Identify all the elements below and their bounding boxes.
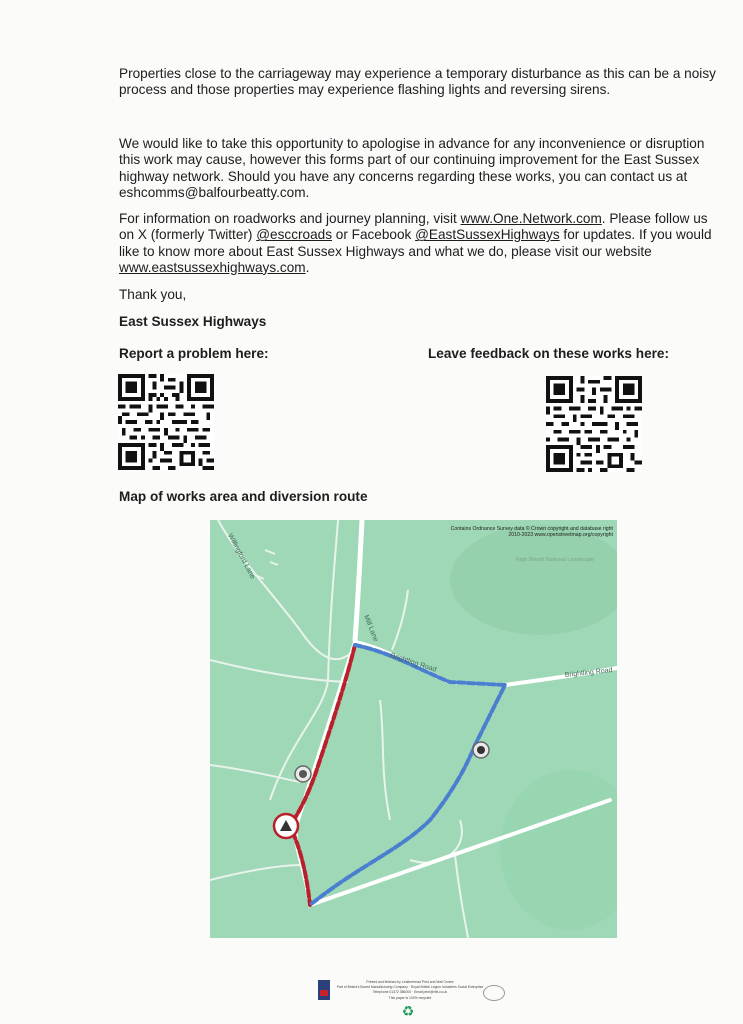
info-text-2: . Please follow us on X (formerly Twitter) bbox=[119, 211, 708, 243]
map-heading: Map of works area and diversion route bbox=[119, 489, 368, 504]
brightling-road-label-1: Brightling Road bbox=[389, 652, 438, 674]
print-footer bbox=[0, 975, 743, 1024]
feedback-label: Leave feedback on these works here: bbox=[428, 346, 670, 361]
rbli-logo bbox=[318, 980, 330, 1000]
footer-line-2: Part of Bristol's Boxed Manufacturing Company · Royal British Legion Industries Social Enterprise bbox=[336, 985, 484, 989]
website-link[interactable]: www.eastsussexhighways.com bbox=[119, 259, 306, 275]
armed-forces-logo bbox=[483, 985, 505, 1001]
footer-line-1: Printed and finished by Leatherhead Print and Mail Centre bbox=[366, 980, 454, 984]
notice-paragraph-disturbance: Properties close to the carriageway may experience a temporary disturbance as this can be a noisy process and those properties may experience flashing lights and reversing sirens. bbox=[119, 66, 716, 98]
one-network-link[interactable]: www.One.Network.com bbox=[460, 211, 602, 226]
feedback-qr-code[interactable] bbox=[546, 376, 642, 472]
facebook-link[interactable]: @EastSussexHighways bbox=[415, 227, 560, 243]
footer-recycled-text: This paper is 100% recycled bbox=[388, 996, 432, 1000]
road-closure-marker-icon bbox=[274, 814, 298, 838]
info-text-3: or Facebook bbox=[332, 227, 416, 243]
works-area-map[interactable] bbox=[210, 520, 617, 938]
signoff-text: East Sussex Highways bbox=[119, 314, 267, 329]
brightling-road-label-2: Brightling Road bbox=[564, 667, 613, 679]
report-problem-qr-code[interactable] bbox=[118, 374, 214, 470]
mill-lane-label: Mill Lane bbox=[362, 614, 380, 643]
info-text-4: for updates. If you would like to know more about East Sussex Highways and what we do, please visit our website bbox=[119, 227, 712, 259]
willingford-lane-label: Willingford Lane bbox=[226, 532, 256, 581]
recycle-icon: ♻ bbox=[401, 1003, 415, 1019]
notice-paragraph-information bbox=[119, 211, 719, 276]
works-marker-icon bbox=[295, 766, 311, 782]
notice-paragraph-apology: We would like to take this opportunity to apologise in advance for any inconvenience or disruption this work may cause, however this forms part of our continuing improvement for the East Sussex highway network. Should you have any concerns regarding these works, you can contact us at eshcomms@balfourbeatty.com. bbox=[119, 136, 705, 200]
info-text-5: . bbox=[305, 259, 310, 275]
info-text-1: For information on roadworks and journey planning, visit bbox=[119, 211, 461, 226]
footer-line-3: Telephone 01372 386000 · Email print@rbli.co.uk bbox=[372, 990, 448, 994]
report-problem-label: Report a problem here: bbox=[119, 346, 269, 361]
high-weald-label bbox=[516, 557, 594, 563]
map-attribution: Contains Ordnance Survey data © Crown copyright and database right 2010-2023 www.openstreetmap.org/copyright bbox=[450, 526, 613, 539]
high-weald-label-text: High Weald National Landscape bbox=[515, 557, 595, 563]
diversion-marker-icon bbox=[473, 742, 489, 758]
twitter-link[interactable]: @esccroads bbox=[256, 227, 332, 243]
thank-you-text: Thank you, bbox=[119, 287, 187, 302]
